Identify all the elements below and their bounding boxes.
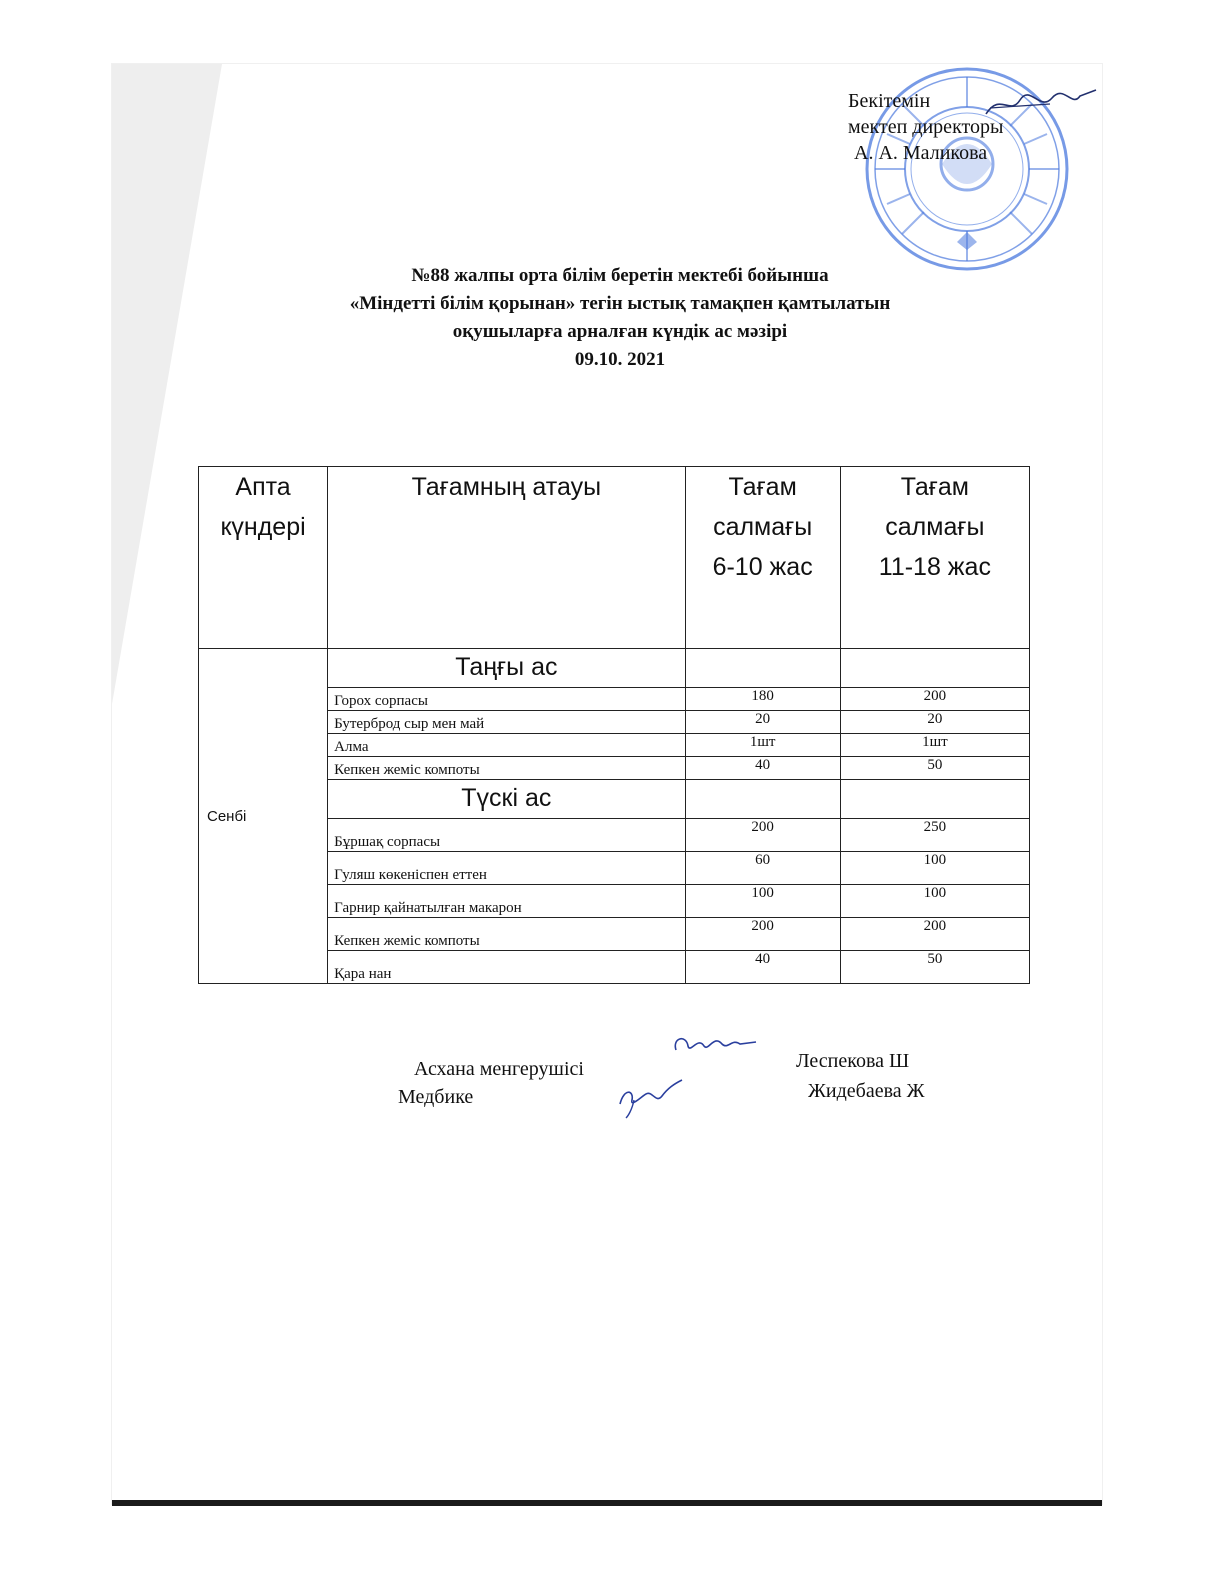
weekday-cell: Сенбі <box>199 649 328 984</box>
table-header-row <box>199 467 1030 649</box>
dish-name: Бутерброд сыр мен май <box>328 711 685 734</box>
weight-11-18: 50 <box>840 757 1029 780</box>
approval-line-2: мектеп директоры <box>848 116 1004 138</box>
weight-11-18: 250 <box>840 819 1029 852</box>
menu-table <box>198 466 1030 984</box>
section-breakfast <box>199 649 1030 688</box>
title-line-3: оқушыларға арналған күндік ас мәзірі <box>452 321 788 342</box>
director-signature <box>980 86 1100 126</box>
weight-11-18: 100 <box>840 852 1029 885</box>
dish-name: Бұршақ сорпасы <box>328 819 685 852</box>
dish-name: Кепкен жеміс компоты <box>328 757 685 780</box>
header-weight-6-10: Тағам салмағы 6-10 жас <box>685 467 840 649</box>
title-line-1: №88 жалпы орта білім беретін мектебі бойынша <box>411 265 829 286</box>
weight-11-18: 50 <box>840 951 1029 984</box>
page-bottom-edge <box>112 1500 1102 1506</box>
section-title-breakfast: Таңғы ас <box>328 649 685 688</box>
title-line-2: «Міндетті білім қорынан» тегін ыстық тамақпен қамтылатын <box>349 293 891 314</box>
kitchen-manager-role: Асхана менгерушісі <box>414 1058 584 1080</box>
weight-6-10: 40 <box>685 757 840 780</box>
weight-6-10: 20 <box>685 711 840 734</box>
nurse-name: Жидебаева Ж <box>808 1080 925 1102</box>
weight-6-10: 40 <box>685 951 840 984</box>
header-weight-11-18: Тағам салмағы 11-18 жас <box>840 467 1029 649</box>
dish-name: Кепкен жеміс компоты <box>328 918 685 951</box>
approval-line-3: А. А. Маликова <box>854 142 988 164</box>
approval-line-1: Бекітемін <box>848 90 931 112</box>
dish-name: Гуляш көкеніспен еттен <box>328 852 685 885</box>
weight-11-18: 200 <box>840 918 1029 951</box>
weight-11-18: 100 <box>840 885 1029 918</box>
dish-name: Қара нан <box>328 951 685 984</box>
dish-name: Гарнир қайнатылған макарон <box>328 885 685 918</box>
kitchen-manager-signature <box>670 1028 760 1060</box>
document-title <box>200 262 1040 374</box>
nurse-signature <box>612 1074 692 1120</box>
kitchen-manager-name: Леспекова Ш <box>796 1050 910 1072</box>
weight-6-10: 1шт <box>685 734 840 757</box>
weight-6-10: 200 <box>685 819 840 852</box>
header-day: Апта күндері <box>199 467 328 649</box>
weight-6-10: 100 <box>685 885 840 918</box>
weight-11-18: 200 <box>840 688 1029 711</box>
header-dish-name: Тағамның атауы <box>328 467 685 649</box>
dish-name: Алма <box>328 734 685 757</box>
weight-6-10: 200 <box>685 918 840 951</box>
weight-6-10: 180 <box>685 688 840 711</box>
weight-11-18: 20 <box>840 711 1029 734</box>
nurse-role: Медбике <box>398 1086 474 1108</box>
section-title-lunch: Түскі ас <box>328 780 685 819</box>
weight-11-18: 1шт <box>840 734 1029 757</box>
title-date: 09.10. 2021 <box>574 349 666 370</box>
dish-name: Горох сорпасы <box>328 688 685 711</box>
weight-6-10: 60 <box>685 852 840 885</box>
